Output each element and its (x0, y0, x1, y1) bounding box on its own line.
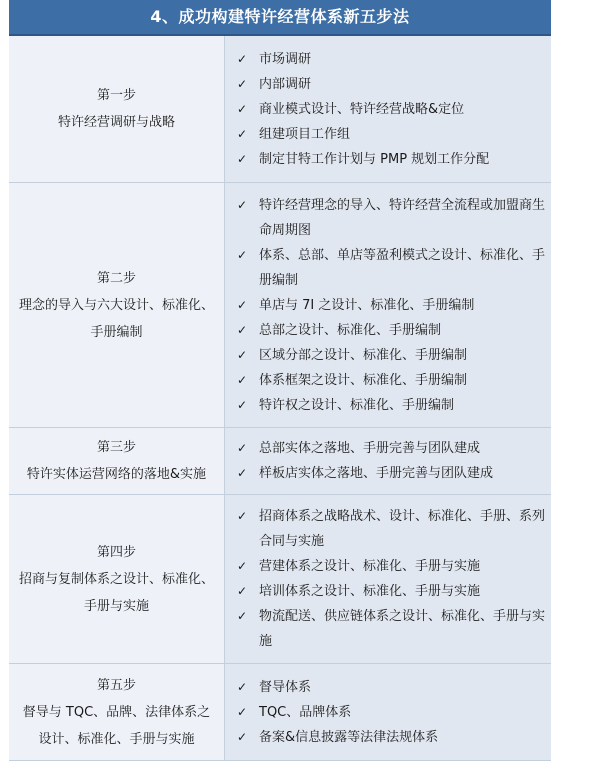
list-item-text: 单店与 7I 之设计、标准化、手册编制 (259, 297, 475, 313)
list-item (225, 193, 551, 243)
list-item (225, 318, 551, 343)
list-item-text: 营建体系之设计、标准化、手册与实施 (259, 559, 481, 574)
list-item-text: 区域分部之设计、标准化、手册编制 (259, 347, 468, 363)
list-item-text: 物流配送、供应链体系之设计、标准化、手册与实施 (259, 609, 546, 649)
step-name-line: 设计、标准化、手册与实施 (38, 731, 195, 747)
step-name-line: 理念的导入与六大设计、标准化、 (18, 297, 214, 313)
step-name-line: 特许实体运营网络的落地&实施 (26, 467, 207, 482)
list-item (225, 243, 551, 293)
check-icon: ✓ (236, 729, 248, 744)
list-item-text: 特许经营理念的导入、特许经营全流程或加盟商生命周期图 (259, 197, 546, 238)
list-item (225, 579, 551, 604)
step-name-line: 招商与复制体系之设计、标准化、 (18, 571, 214, 587)
list-item-text: TQC、品牌体系 (259, 704, 352, 720)
list-item (225, 293, 551, 318)
table-body (9, 36, 551, 761)
check-icon: ✓ (236, 441, 248, 455)
step-items-cell (225, 495, 551, 663)
step-label: 第二步 (96, 270, 136, 286)
step-row (9, 36, 551, 183)
check-icon: ✓ (236, 397, 248, 412)
step-items-cell (225, 36, 551, 182)
step-title-cell (9, 183, 225, 427)
step-title-cell (9, 664, 225, 760)
list-item-text: 体系框架之设计、标准化、手册编制 (259, 372, 468, 388)
check-icon: ✓ (236, 197, 248, 212)
check-icon: ✓ (236, 509, 248, 523)
list-item (225, 122, 551, 147)
check-icon: ✓ (236, 704, 248, 719)
table-title: 4、成功构建特许经营体系新五步法 (9, 0, 551, 36)
list-item (225, 72, 551, 97)
check-icon: ✓ (236, 322, 248, 337)
list-item (225, 675, 551, 700)
check-icon: ✓ (236, 51, 248, 66)
list-item-text: 市场调研 (259, 51, 312, 67)
list-item-text: 组建项目工作组 (259, 126, 351, 142)
list-item-text: 商业模式设计、特许经营战略&定位 (259, 101, 465, 117)
list-item (225, 700, 551, 725)
list-item-text: 招商体系之战略战术、设计、标准化、手册、系列合同与实施 (259, 509, 546, 549)
list-item (225, 343, 551, 368)
step-title-cell (9, 36, 225, 182)
list-item-text: 体系、总部、单店等盈利模式之设计、标准化、手册编制 (259, 247, 546, 288)
list-item-text: 内部调研 (259, 76, 312, 92)
check-icon: ✓ (236, 126, 248, 141)
step-label: 第四步 (96, 544, 136, 560)
check-icon: ✓ (236, 609, 248, 623)
check-icon: ✓ (236, 584, 248, 598)
list-item-text: 培训体系之设计、标准化、手册与实施 (259, 584, 481, 599)
step-row (9, 183, 551, 428)
step-name-line: 特许经营调研与战略 (57, 115, 175, 130)
list-item-text: 制定甘特工作计划与 PMP 规划工作分配 (259, 151, 490, 167)
step-label: 第一步 (96, 88, 136, 103)
list-item (225, 97, 551, 122)
check-icon: ✓ (236, 151, 248, 166)
list-item (225, 504, 551, 554)
step-title-cell (9, 495, 225, 663)
list-item-text: 备案&信息披露等法律法规体系 (259, 729, 439, 745)
list-item (225, 436, 551, 461)
steps-table (9, 0, 551, 761)
check-icon: ✓ (236, 559, 248, 573)
check-icon: ✓ (236, 247, 248, 262)
list-item-text: 督导体系 (259, 679, 312, 695)
list-item (225, 604, 551, 654)
check-icon: ✓ (236, 372, 248, 387)
step-name-line: 手册与实施 (83, 598, 149, 614)
step-items-cell (225, 183, 551, 427)
list-item (225, 368, 551, 393)
check-icon: ✓ (236, 297, 248, 312)
list-item-text: 特许权之设计、标准化、手册编制 (259, 397, 455, 413)
list-item-text: 总部实体之落地、手册完善与团队建成 (259, 441, 481, 456)
step-name-line: 手册编制 (90, 324, 143, 340)
list-item (225, 461, 551, 486)
step-row (9, 495, 551, 664)
step-label: 第五步 (96, 677, 136, 693)
list-item (225, 147, 551, 172)
check-icon: ✓ (236, 347, 248, 362)
step-label: 第三步 (96, 440, 136, 455)
list-item (225, 393, 551, 418)
list-item-text: 样板店实体之落地、手册完善与团队建成 (259, 466, 494, 481)
step-row (9, 664, 551, 761)
list-item (225, 725, 551, 750)
list-item-text: 总部之设计、标准化、手册编制 (259, 322, 442, 338)
list-item (225, 47, 551, 72)
step-items-cell (225, 664, 551, 760)
list-item (225, 554, 551, 579)
step-row (9, 428, 551, 495)
step-name-line: 督导与 TQC、品牌、法律体系之 (22, 704, 211, 720)
check-icon: ✓ (236, 76, 248, 91)
check-icon: ✓ (236, 679, 248, 694)
step-items-cell (225, 428, 551, 494)
check-icon: ✓ (236, 101, 248, 116)
step-title-cell (9, 428, 225, 494)
check-icon: ✓ (236, 466, 248, 480)
